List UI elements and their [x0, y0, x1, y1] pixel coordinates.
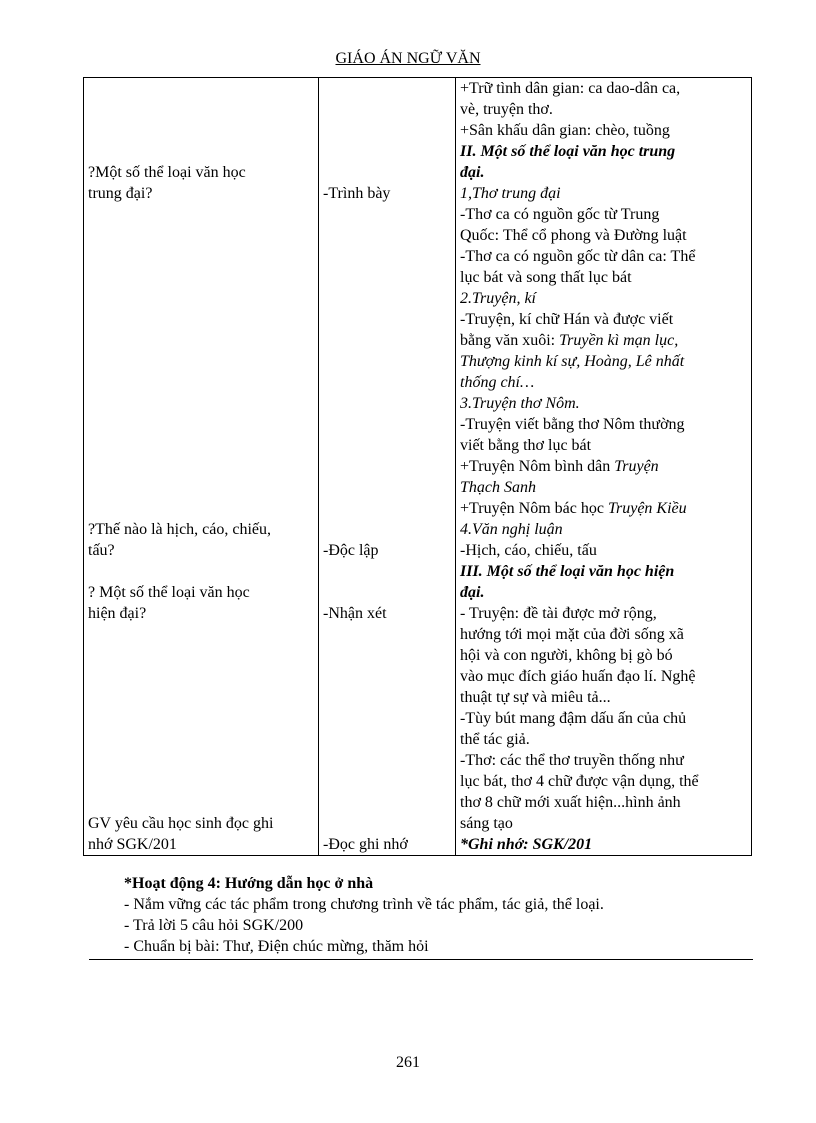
page-header — [0, 50, 816, 68]
instruction-text: GV yêu cầu học sinh đọc ghi — [88, 815, 274, 832]
activity-text: -Độc lập — [323, 542, 379, 559]
homework-item: - Nắm vững các tác phẩm trong chương trình về tác phẩm, tác giả, thể loại. — [124, 896, 604, 913]
content-text: bằng văn xuôi: — [460, 332, 560, 349]
work-title: Truyện Kiều — [607, 500, 687, 517]
student-activity-cell — [319, 78, 456, 856]
content-line: hội và con người, không bị gò bó — [460, 647, 673, 664]
content-line: -Thơ ca có nguồn gốc từ Trung — [460, 206, 660, 223]
table-row — [84, 78, 752, 856]
homework-section — [124, 873, 604, 957]
content-line: -Hịch, cáo, chiếu, tấu — [460, 542, 597, 559]
subsection-heading: 2.Truyện, kí — [460, 290, 536, 307]
content-line: sáng tạo — [460, 815, 513, 832]
content-line: -Thơ: các thể thơ truyền thống như — [460, 752, 684, 769]
section-heading: III. Một số thể loại văn học hiện — [460, 563, 675, 580]
memo-note: *Ghi nhớ: SGK/201 — [460, 836, 593, 853]
question-text: ?Một số thể loại văn học — [88, 164, 246, 181]
divider — [89, 959, 753, 960]
question-text: ?Thế nào là hịch, cáo, chiếu, — [88, 521, 272, 538]
content-line: -Truyện viết bằng thơ Nôm thường — [460, 416, 685, 433]
question-text: ? Một số thể loại văn học — [88, 584, 250, 601]
content-text: +Truyện Nôm bác học — [460, 500, 608, 517]
homework-item: - Chuẩn bị bài: Thư, Điện chúc mừng, thăm hỏi — [124, 938, 429, 955]
subsection-heading: 1,Thơ trung đại — [460, 185, 561, 202]
work-title: Thượng kinh kí sự, Hoàng, Lê nhất — [460, 353, 685, 370]
teacher-activity-cell — [84, 78, 319, 856]
page-number: 261 — [396, 1054, 420, 1071]
section-heading: đại. — [460, 164, 485, 181]
activity-text: -Nhận xét — [323, 605, 387, 622]
content-line — [460, 330, 747, 351]
subsection-heading: 4.Văn nghị luận — [460, 521, 563, 538]
homework-item: - Trả lời 5 câu hỏi SGK/200 — [124, 917, 304, 934]
work-title: Truyện — [614, 458, 659, 475]
content-line: lục bát, thơ 4 chữ được vận dụng, thể — [460, 773, 699, 790]
page-title: GIÁO ÁN NGỮ VĂN — [335, 50, 481, 67]
activity-text: -Đọc ghi nhớ — [323, 836, 408, 853]
content-line: +Sân khấu dân gian: chèo, tuồng — [460, 122, 670, 139]
content-line — [460, 456, 747, 477]
activity-text: -Trình bày — [323, 185, 391, 202]
content-line: +Trữ tình dân gian: ca dao-dân ca, — [460, 80, 681, 97]
content-line: -Truyện, kí chữ Hán và được viết — [460, 311, 674, 328]
subsection-heading: 3.Truyện thơ Nôm. — [460, 395, 580, 412]
question-text: trung đại? — [88, 185, 153, 202]
lesson-table — [83, 77, 752, 856]
content-line: hướng tới mọi mặt của đời sống xã — [460, 626, 684, 643]
homework-title: *Hoạt động 4: Hướng dẫn học ở nhà — [124, 875, 374, 892]
section-heading: đại. — [460, 584, 485, 601]
content-line: Quốc: Thể cổ phong và Đường luật — [460, 227, 687, 244]
content-line: lục bát và song thất lục bát — [460, 269, 632, 286]
content-line: thuật tự sự và miêu tả... — [460, 689, 611, 706]
content-line: - Truyện: đề tài được mở rộng, — [460, 605, 657, 622]
content-line: thể tác giả. — [460, 731, 530, 748]
content-line: vào mục đích giáo huấn đạo lí. Nghệ — [460, 668, 696, 685]
content-line: -Thơ ca có nguồn gốc từ dân ca: Thể — [460, 248, 696, 265]
instruction-text: nhớ SGK/201 — [88, 836, 177, 853]
work-title: Thạch Sanh — [460, 479, 536, 496]
question-text: hiện đại? — [88, 605, 147, 622]
work-title: thống chí… — [460, 374, 535, 391]
content-text: +Truyện Nôm bình dân — [460, 458, 615, 475]
question-text: tấu? — [88, 542, 115, 559]
content-line: thơ 8 chữ mới xuất hiện...hình ảnh — [460, 794, 681, 811]
content-line: -Tùy bút mang đậm dấu ấn của chủ — [460, 710, 687, 727]
content-line: viết bằng thơ lục bát — [460, 437, 592, 454]
work-title: Truyền kì mạn lục, — [559, 332, 679, 349]
section-heading: II. Một số thể loại văn học trung — [460, 143, 676, 160]
content-cell — [456, 78, 752, 856]
content-line — [460, 498, 747, 519]
content-line: vè, truyện thơ. — [460, 101, 553, 118]
